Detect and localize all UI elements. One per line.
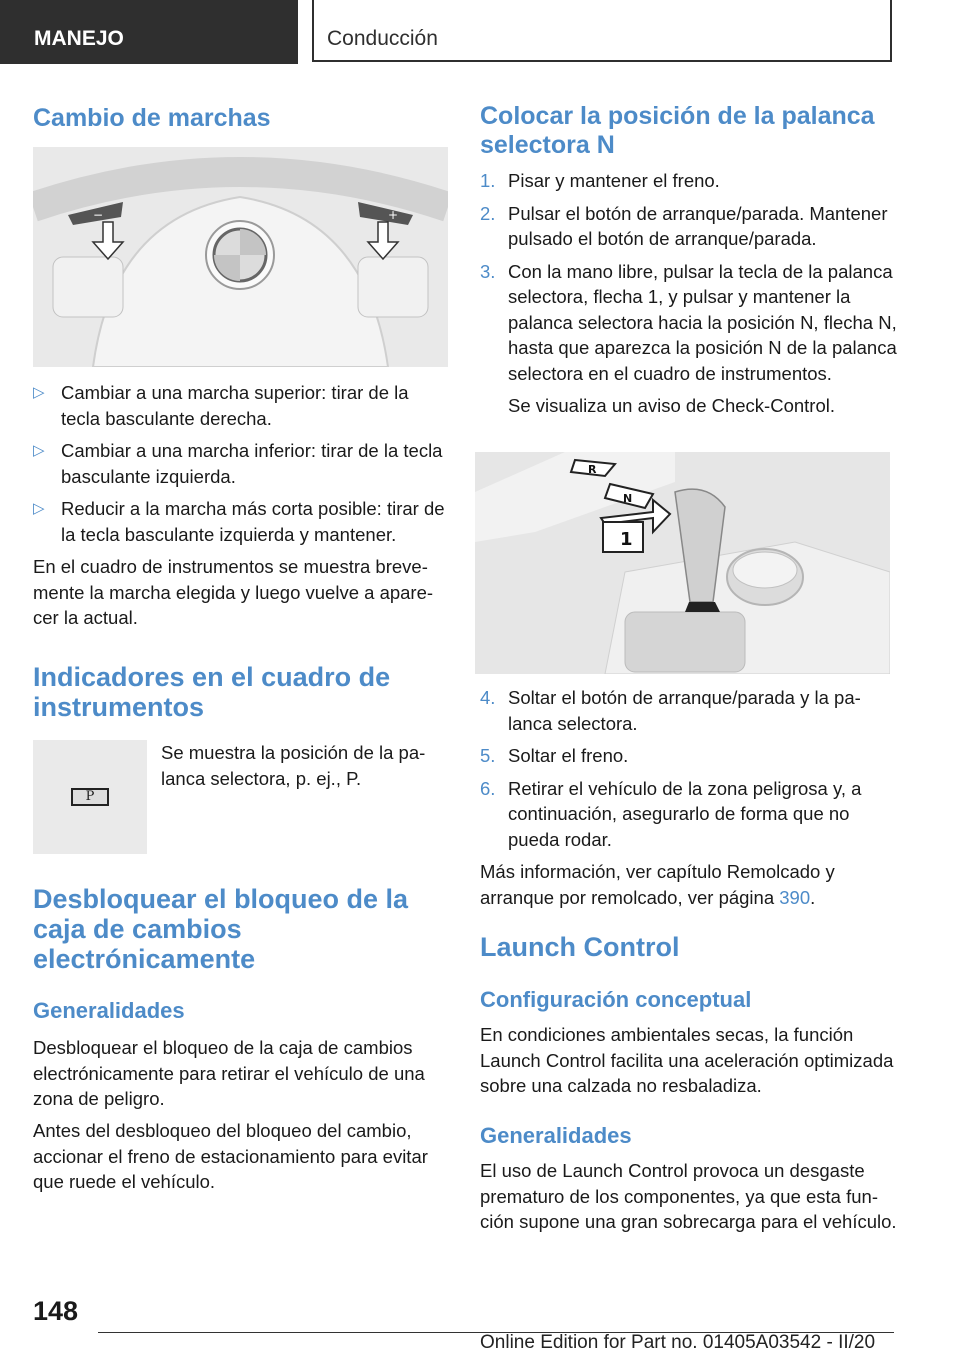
svg-text:1: 1 <box>620 529 633 550</box>
paragraph-config: En condiciones ambientales secas, la función Launch Control facilita una aceleración optimizada sobre una calzada no resbaladiza. <box>480 1024 894 1096</box>
triangle-bullet-icon: ▷ <box>33 442 45 459</box>
section-tab <box>0 0 298 64</box>
step-number: 2. <box>480 202 496 224</box>
step-number: 3. <box>480 260 496 282</box>
heading-cambio-de-marchas: Cambio de marchas <box>33 104 271 132</box>
heading-launch-control: Launch Control <box>480 932 680 962</box>
paragraph-generalidades-2: Antes del desbloqueo del bloqueo del cambio, accionar el freno de estacionamiento para evitar que ruede el vehículo. <box>33 1120 428 1192</box>
svg-text:N: N <box>623 492 633 505</box>
mas-informacion: Más información, ver capítulo Remolcado y arranque por remolcado, ver página 390. <box>480 861 835 908</box>
heading-desbloquear: Desbloquear el bloqueo de la caja de cambios electrónicamente <box>33 884 409 975</box>
step-number: 5. <box>480 745 496 766</box>
step-text: Pisar y mantener el freno. <box>508 170 720 191</box>
triangle-bullet-icon: ▷ <box>33 384 45 401</box>
step-text: Soltar el freno. <box>508 745 629 766</box>
step-text: Soltar el botón de arranque/parada y la palanca selectora. <box>508 687 861 734</box>
step-text: Retirar el vehículo de la zona peligrosa y, a continuación, asegurarlo de forma que no pueda rodar. <box>508 777 862 850</box>
step-note <box>480 393 898 419</box>
step-number: 6. <box>480 777 496 799</box>
svg-text:R: R <box>588 463 597 476</box>
section-title: MANEJO <box>34 27 124 50</box>
step-number: 1. <box>480 170 496 191</box>
paragraph-cuadro: En el cuadro de instrumentos se muestra brevemente la marcha elegida y luego vuelve a aparecer la actual. <box>33 556 434 628</box>
svg-text:+: + <box>388 208 399 222</box>
page-link[interactable]: 390 <box>779 886 811 908</box>
chapter-tab <box>312 0 892 62</box>
bullet-text: Cambiar a una marcha superior: tirar de la tecla basculante derecha. <box>61 382 409 429</box>
bullet-text: Cambiar a una marcha inferior: tirar de la tecla basculante izquierda. <box>61 440 443 487</box>
steps-list-b <box>480 685 898 910</box>
step-item <box>480 201 898 252</box>
shift-bullets <box>33 380 448 631</box>
step-number: 4. <box>480 687 496 708</box>
heading-generalidades: Generalidades <box>33 998 185 1023</box>
gear-p-icon: P <box>71 788 109 806</box>
bullet-item <box>33 438 448 489</box>
step-text: Con la mano libre, pulsar la tecla de la palanca selectora, flecha 1, y pulsar y mantener la palanca selectora hacia la posición N, flecha N, hasta que aparezca la posición N de la palanca selectora en el cuadro de instrumentos. <box>508 260 897 384</box>
edition-note: Online Edition for Part no. 01405A03542 - II/20 <box>480 1332 876 1353</box>
step-item <box>480 685 898 736</box>
heading-colocar-n: Colocar la posición de la palanca selectora N <box>480 102 875 159</box>
steering-wheel-image <box>33 147 448 367</box>
heading-configuracion: Configuración conceptual <box>480 987 752 1012</box>
paragraph-generalidades-3: El uso de Launch Control provoca un desgaste prematuro de los componentes, ya que esta función supone una gran sobrecarga para el vehículo. <box>480 1160 897 1232</box>
triangle-bullet-icon: ▷ <box>33 500 45 517</box>
gear-indicator-image <box>33 740 147 854</box>
bullet-item <box>33 380 448 431</box>
heading-indicadores: Indicadores en el cuadro de instrumentos <box>33 662 391 723</box>
step-item <box>480 743 898 769</box>
bullet-item <box>33 496 448 547</box>
paragraph-generalidades-1: Desbloquear el bloqueo de la caja de cambios electrónicamente para retirar el vehículo de una zona de peligro. <box>33 1037 425 1109</box>
step-note-text: Se visualiza un aviso de Check-Control. <box>508 395 835 416</box>
gear-selector-illustration <box>475 452 890 674</box>
step-item <box>480 259 898 387</box>
chapter-title: Conducción <box>327 27 438 50</box>
svg-text:−: − <box>93 208 104 222</box>
step-item <box>480 776 898 853</box>
heading-generalidades-2: Generalidades <box>480 1123 632 1148</box>
step-item <box>480 168 898 194</box>
steering-wheel-illustration <box>33 147 448 367</box>
steps-list-a <box>480 168 898 419</box>
indicador-text: Se muestra la posición de la palanca selectora, p. ej., P. <box>161 742 426 789</box>
step-text: Pulsar el botón de arranque/parada. Mantener pulsado el botón de arranque/parada. <box>508 202 888 249</box>
bullet-text: Reducir a la marcha más corta posible: tirar de la tecla basculante izquierda y mantener. <box>61 498 445 545</box>
gear-selector-image <box>475 452 890 674</box>
page-number: 148 <box>33 1296 79 1326</box>
